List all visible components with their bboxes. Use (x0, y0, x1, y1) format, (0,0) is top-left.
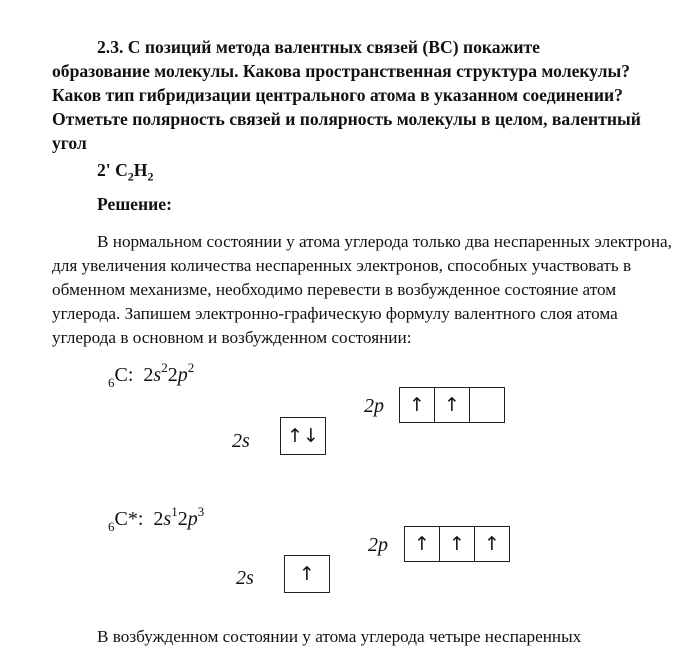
s-coefficient: 2 (153, 508, 164, 530)
solution-paragraph-2: В возбужденном состоянии у атома углерода четыре неспаренных (97, 627, 582, 646)
solution-paragraph: В нормальном состоянии у атома углерода только два неспаренных электрона, для увеличения количества неспаренных электронов, способных участвовать в обменном механизме, необходимо перевести в возбужденное состояние атом углерода. Запишем электронно-графическую формулу валентного слоя атома углерода в основном и возбужденном состоянии: (52, 232, 672, 347)
variant-h: H (133, 160, 148, 180)
ground-state-formula (108, 360, 194, 391)
excited-2s-label: 2s (236, 567, 254, 589)
s-letter: s (163, 508, 172, 530)
p-letter: p (187, 508, 198, 530)
s-exponent: 1 (171, 504, 178, 519)
ground-2p-orbitals (399, 387, 505, 423)
atomic-number: 6 (108, 519, 115, 534)
orbital-cell: ↑ (435, 388, 470, 422)
p-exponent: 2 (187, 360, 195, 375)
ground-2p-label: 2p (364, 395, 384, 417)
p-letter: p (177, 364, 188, 386)
excited-state-formula (108, 504, 204, 535)
ground-2s-orbital (280, 417, 326, 455)
orbital-cell (470, 388, 504, 422)
s-exponent: 2 (161, 360, 168, 375)
solution-heading: Решение: (97, 194, 172, 214)
excited-2s-orbital (284, 555, 330, 593)
variant-prefix: 2' C (97, 160, 128, 180)
orbital-cell: ↑ (405, 527, 440, 561)
task-statement (52, 35, 672, 155)
element-symbol: C*: (114, 508, 144, 530)
orbital-cell: ↑↓ (287, 425, 319, 447)
element-symbol: C: (114, 364, 134, 386)
p-coefficient: 2 (167, 364, 178, 386)
task-text: образование молекулы. Какова пространственная структура молекулы? Каков тип гибридизации центрального атома в указанном соединении? Отметьте полярность связей и полярность молекулы в целом, валентный угол (52, 61, 641, 153)
excited-2p-orbitals (404, 526, 510, 562)
variant-sub1: 2 (127, 169, 134, 184)
orbital-cell: ↑ (400, 388, 435, 422)
variant-formula (97, 160, 153, 185)
orbital-cell: ↑ (484, 533, 500, 555)
p-coefficient: 2 (177, 508, 188, 530)
orbital-cell: ↑ (299, 563, 315, 585)
atomic-number: 6 (108, 375, 115, 390)
s-letter: s (153, 364, 162, 386)
ground-2s-label: 2s (232, 430, 250, 452)
excited-2p-label: 2p (368, 534, 388, 556)
s-coefficient: 2 (143, 364, 154, 386)
orbital-cell: ↑ (440, 527, 475, 561)
task-first-line: 2.3. С позиций метода валентных связей (ВС) покажите (97, 37, 540, 57)
p-exponent: 3 (197, 504, 205, 519)
variant-sub2: 2 (147, 169, 154, 184)
